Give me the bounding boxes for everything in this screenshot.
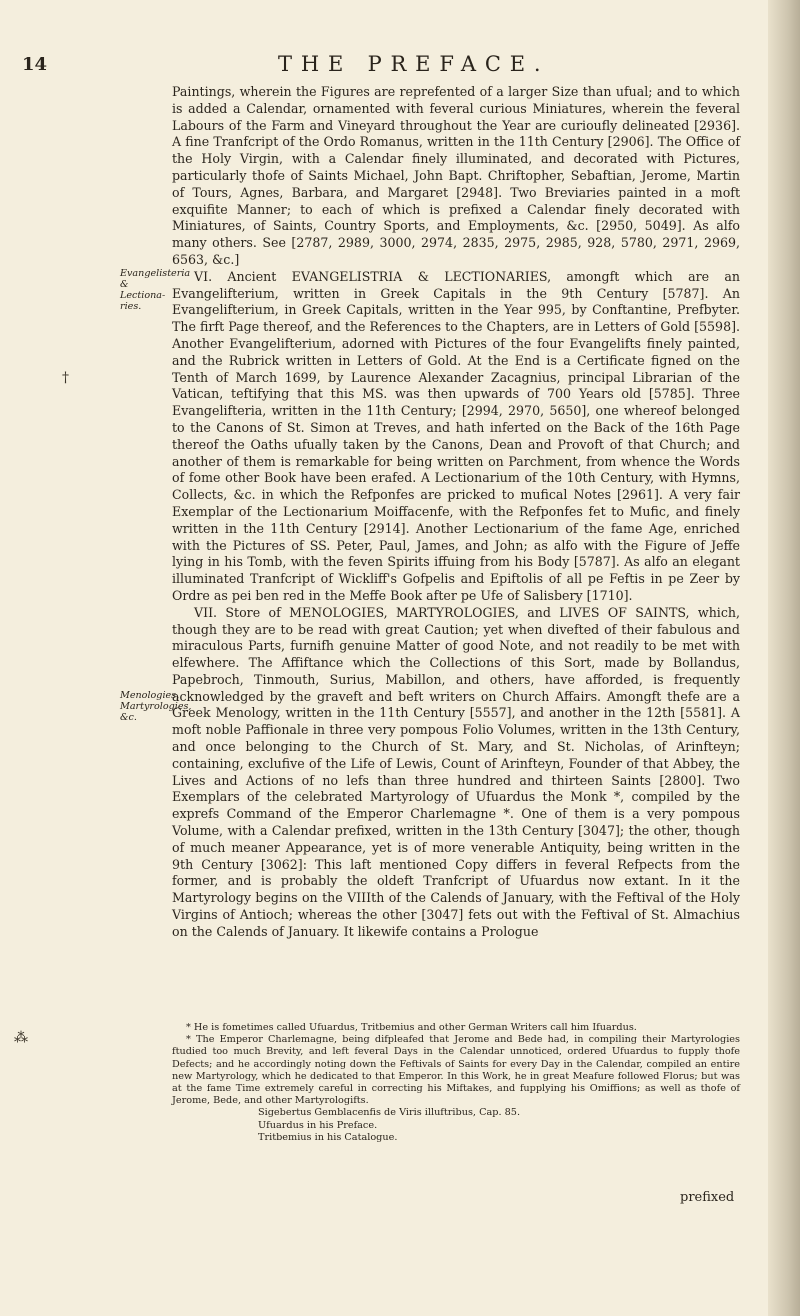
margin-dagger-mark: † (62, 370, 69, 386)
main-text (172, 84, 740, 941)
page-edge (768, 0, 800, 1316)
page-number: 14 (22, 54, 48, 75)
running-header (22, 52, 742, 82)
footnote-1: * He is fometimes called Ufuardus, Tritbemius and other German Writers call him Ifuardus. (186, 1022, 637, 1033)
catchword: prefixed (680, 1190, 735, 1205)
footnote-source-1: Sigebertus Gemblacenfis de Viris illuftribus, Cap. 85. (258, 1107, 521, 1119)
footnote-source-3: Tritbemius in his Catalogue. (258, 1131, 398, 1143)
running-title: THE PREFACE. (278, 52, 550, 76)
paragraph-paintings: Paintings, wherein the Figures are reprefented of a larger Size than ufual; and to which is added a Calendar, ornamented with feveral curious Miniatures, wherein the feveral Labours of the Farm and Vineyard throughout the Year are curioufly delineated [2936]. A fine Tranfcript of the Ordo Romanus, written in the 11th Century [2906]. The Office of the Holy Virgin, with a Calendar finely illuminated, and decorated with Pictures, particularly thofe of Saints Michael, John Bapt. Chriftopher, Sebaftian, Jerome, Martin of Tours, Agnes, Barbara, and Margaret [2948]. Two Breviaries painted in a moft exquifite Manner; to each of which is prefixed a Calendar finely decorated with Miniatures, of Saints, Country Sports, and Employments, &c. [2950, 5049]. As alfo many others. See [2787, 2989, 3000, 2974, 2835, 2975, 2985, 928, 5780, 2971, 2969, 6563, &c.] (172, 84, 740, 267)
paragraph-menologies: VII. Store of MENOLOGIES, MARTYROLOGIES, and LIVES OF SAINTS, which, though they are to be read with great Caution; yet when divefted of their fabulous and miraculous Parts, furnifh genuine Matter of good Note, and not readily to be met with elfewhere. The Affiftance which the Collections of this Sort, made by Bollandus, Papebroch, Tinmouth, Surius, Mabillon, and others, have afforded, is frequently acknowledged by the graveft and beft writers on Church Affairs. Amongft thefe are a Greek Menology, written in the 11th Century [5557], and another in the 12th [5581]. A moft noble Paffionale in three very pompous Folio Volumes, written in the 13th Century, and once belonging to the Church of St. Mary, and St. Nicholas, of Arinfteyn; containing, exclufive of the Life of Lewis, Count of Arinfteyn, Founder of that Abbey, the Lives and Actions of no lefs than three hundred and thirteen Saints [2800]. Two Exemplars of the celebrated Martyrology of Ufuardus the Monk *, compiled by the exprefs Command of the Emperor Charlemagne *. One of them is a very pompous Volume, with a Calendar prefixed, written in the 13th Century [3047]; the other, though of much meaner Appearance, yet is of more venerable Antiquity, being written in the 9th Century [3062]: This laft mentioned Copy differs in feveral Refpects from the former, and is probably the oldeft Tranfcript of Ufuardus now extant. In it the Martyrology begins on the VIIIth of the Calends of January, with the Feftival of the Holy Virgins of Antioch; whereas the other [3047] fets out with the Feftival of St. Almachius on the Calends of January. It likewife contains a Prologue (172, 604, 740, 939)
footnote-source-2: Ufuardus in his Preface. (258, 1119, 378, 1131)
footnote-2: * The Emperor Charlemagne, being difpleafed that Jerome and Bede had, in compiling their Martyrologies ftudied too much Brevity, and left feveral Days in the Calendar unnoticed, ordered Ufuardus to fupply thofe Defects; and he accordingly noting down the Feftivals of Saints for every Day in the Calendar, compiled an entire new Martyrology, which he dedicated to that Emperor. In this Work, he in great Meafure followed Florus; but was at the fame Time extremely careful in correcting his Miftakes, and fupplying his Omiffions; as well as thofe of Jerome, Bede, and other Martyrologifts. (172, 1034, 740, 1107)
footnotes (172, 1022, 740, 1144)
margin-note-menologies: Menologies, Martyrologies, &c. (120, 690, 192, 723)
margin-asterism-mark: ⁂ (14, 1030, 28, 1046)
paragraph-evangelisteria: VI. Ancient EVANGELISTRIA & LECTIONARIES, amongft which are an Evangelifterium, written in Greek Capitals in the 9th Century [5787]. An Evangelifterium, in Greek Capitals, written in the Year 995, by Conftantine, Prefbyter. The firft Page thereof, and the References to the Chapters, are in Letters of Gold [5598]. Another Evangelifterium, adorned with Pictures of the four Evangelifts finely painted, and the Rubrick written in Letters of Gold. At the End is a Certificate figned on the Tenth of March 1699, by Laurence Alexander Zacagnius, principal Librarian of the Vatican, teftifying that this MS. was then upwards of 700 Years old [5785]. Three Evangelifteria, written in the 11th Century; [2994, 2970, 5650], one whereof belonged to the Canons of St. Simon at Treves, and hath inferted on the Back of the 16th Page thereof the Oaths ufually taken by the Canons, Dean and Provoft of that Church; and another of them is remarkable for being written on Parchment, from whence the Words of fome other Book have been erafed. A Lectionarium of the 10th Century, with Hymns, Collects, &c. in which the Refponfes are pricked to mufical Notes [2961]. A very fair Exemplar of the Lectionarium Moiffacenfe, with the Refponfes fet to Mufic, and finely written in the 11th Century [2914]. Another Lectionarium of the fame Age, enriched with the Pictures of SS. Peter, Paul, James, and John; as alfo with the Figure of Jeffe lying in his Tomb, with the feven Spirits iffuing from his Body [5787]. As alfo an elegant illuminated Tranfcript of Wickliff's Gofpelis and Epiftolis of all pe Feftis in pe Zeer by Ordre as pei ben red in the Meffe Book after pe Ufe of Salisbery [1710]. (172, 268, 740, 603)
margin-note-evangelisteria: Evangelisteria & Lectiona-ries. (120, 268, 191, 312)
